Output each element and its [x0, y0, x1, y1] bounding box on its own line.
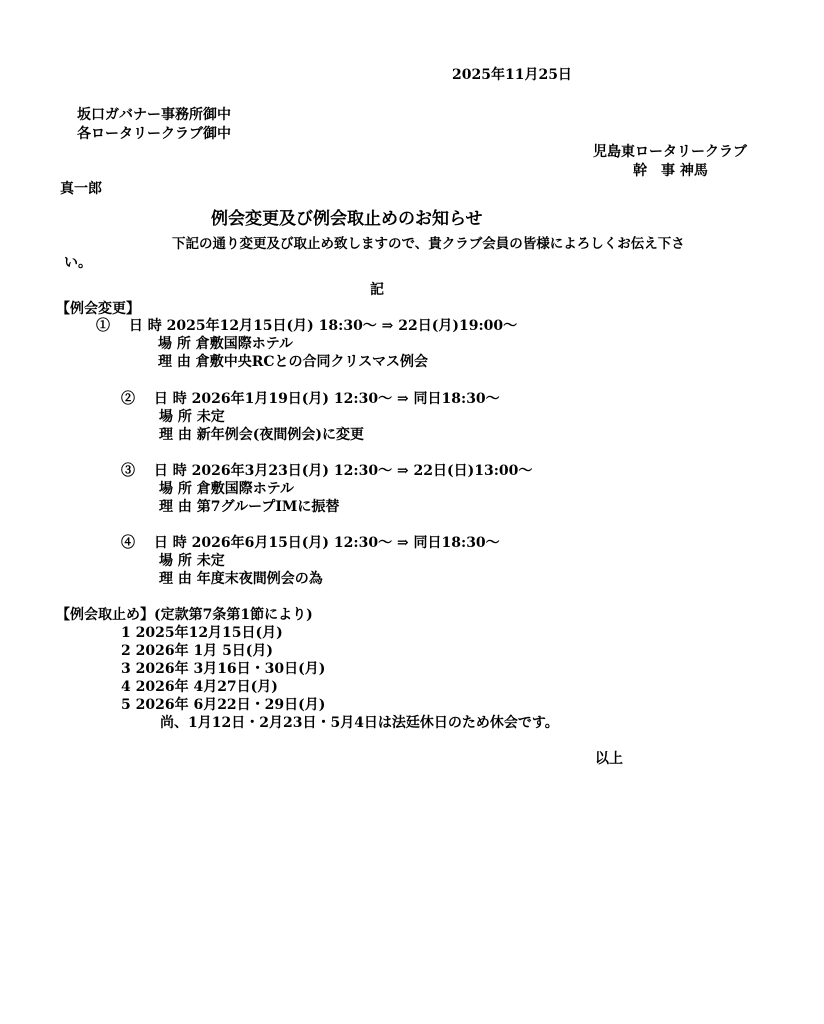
- cancellations-heading: 【例会取止め】(定款第7条第1節により): [56, 607, 313, 623]
- change-place-line: 場 所 未定: [159, 409, 225, 425]
- cancellation-item: 2 2026年 1月 5日(月): [121, 643, 274, 659]
- change-reason-line: 理 由 新年例会(夜間例会)に変更: [159, 427, 364, 443]
- change-date-line: ① 日 時 2025年12月15日(月) 18:30～ ⇒ 22日(月)19:00～: [96, 318, 518, 334]
- document-title: 例会変更及び例会取止めのお知らせ: [211, 209, 483, 229]
- change-place-line: 場 所 倉敷国際ホテル: [158, 336, 294, 352]
- ki-heading: 記: [370, 282, 384, 298]
- sender-name-continued: 真一郎: [60, 181, 102, 197]
- holiday-note: 尚、1月12日・2月23日・5月4日は法廷休日のため休会です。: [160, 715, 559, 731]
- change-place-line: 場 所 倉敷国際ホテル: [159, 481, 295, 497]
- intro-line-2: い。: [64, 255, 92, 271]
- change-date-line: ② 日 時 2026年1月19日(月) 12:30～ ⇒ 同日18:30～: [121, 391, 500, 407]
- recipient-rotary-clubs: 各ロータリークラブ御中: [77, 126, 231, 142]
- change-reason-line: 理 由 第7グループIMに振替: [159, 499, 340, 515]
- change-date-line: ③ 日 時 2026年3月23日(月) 12:30～ ⇒ 22日(日)13:00～: [121, 463, 533, 479]
- sender-club: 児島東ロータリークラブ: [593, 144, 747, 160]
- closing-ijou: 以上: [595, 751, 623, 767]
- recipient-governor-office: 坂口ガバナー事務所御中: [77, 107, 231, 123]
- cancellation-item: 4 2026年 4月27日(月): [121, 679, 278, 695]
- cancellation-item: 3 2026年 3月16日・30日(月): [121, 661, 326, 677]
- cancellation-item: 5 2026年 6月22日・29日(月): [121, 697, 326, 713]
- change-date-line: ④ 日 時 2026年6月15日(月) 12:30～ ⇒ 同日18:30～: [121, 535, 500, 551]
- intro-line-1: 下記の通り変更及び取止め致しますので、貴クラブ会員の皆様によろしくお伝え下さ: [172, 236, 685, 252]
- change-reason-line: 理 由 倉敷中央RCとの合同クリスマス例会: [158, 354, 428, 370]
- document-date: 2025年11月25日: [452, 67, 572, 83]
- sender-role-name: 幹 事 神馬: [633, 163, 708, 179]
- changes-heading: 【例会変更】: [56, 301, 140, 317]
- cancellation-item: 1 2025年12月15日(月): [121, 625, 283, 641]
- change-reason-line: 理 由 年度末夜間例会の為: [159, 571, 323, 587]
- change-place-line: 場 所 未定: [159, 553, 225, 569]
